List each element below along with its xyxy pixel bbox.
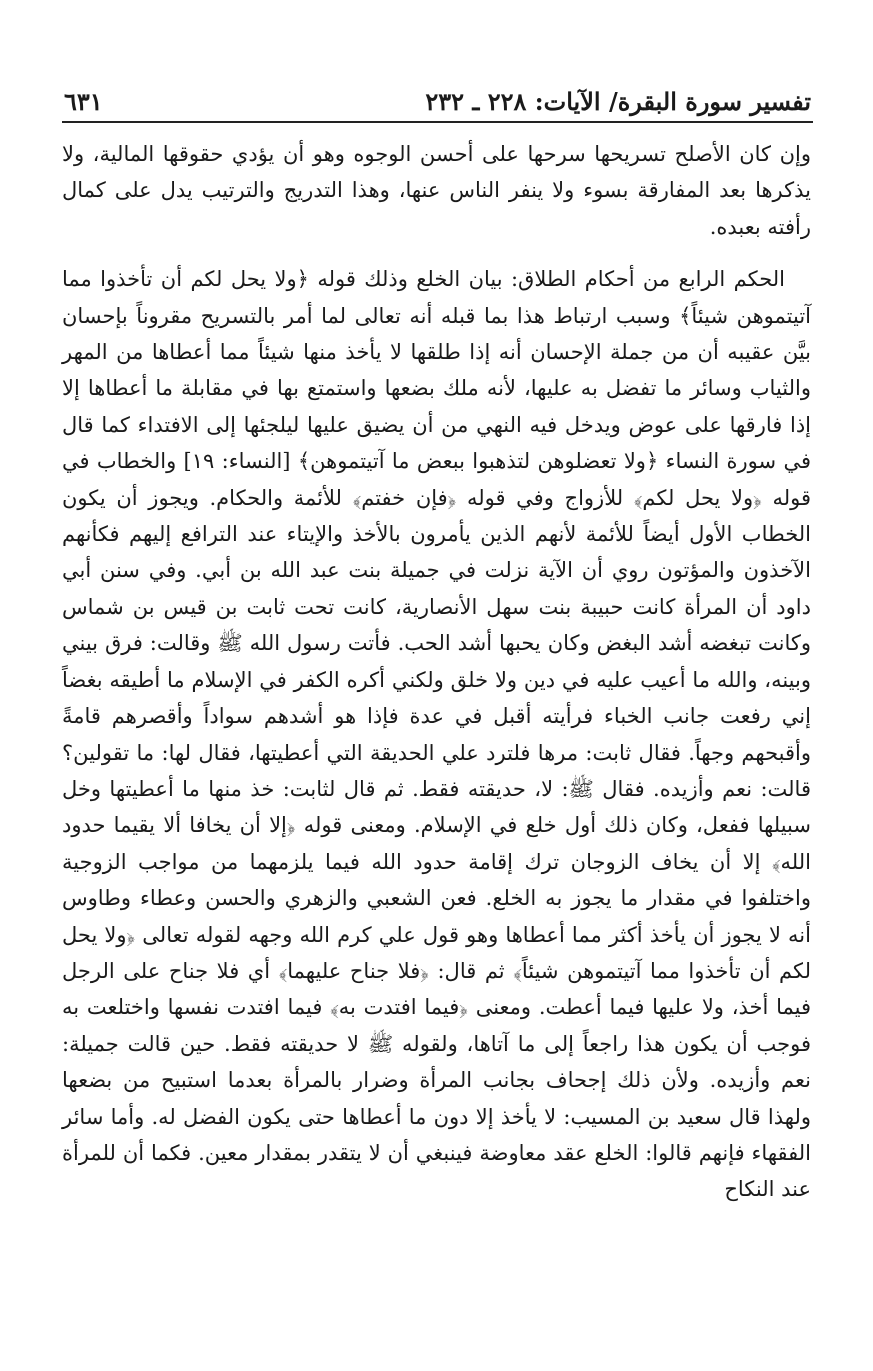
paragraph: وإن كان الأصلح تسريحها سرحها على أحسن الوجوه وهو أن يؤدي حقوقها المالية، ولا يذكرها بعد المفارقة بسوء ولا ينفر الناس عنها، وهذا التدريج والترتيب يدل على كمال رأفته بعبده.: [62, 142, 812, 239]
page-header: [64, 82, 811, 116]
page-body: [62, 136, 811, 1208]
paragraph: الحكم الرابع من أحكام الطلاق: بيان الخلع وذلك قوله ﴿ولا يحل لكم أن تأخذوا مما آتيتموهن شيئاً﴾ وسبب ارتباط هذا بما قبله أنه تعالى لما أمر بالتسريح مقروناً بإحسان بيَّن عقيبه أن من جملة الإحسان أنه إذا طلقها لا يأخذ منها شيئاً مما أعطاها من المهر والثياب وسائر ما تفضل به عليها، لأنه ملك بضعها واستمتع بها في مقابلة ما أعطاها إلا إذا فارقها على عوض ويدخل فيه النهي من أن يضيق عليها ليلجئها إلى الافتداء كما قال في سورة النساء ﴿ولا تعضلوهن لتذهبوا ببعض ما آتيتموهن﴾ [النساء: ١٩] والخطاب في قوله ﴿ولا يحل لكم﴾ للأزواج وفي قوله ﴿فإن خفتم﴾ للأئمة والحكام. ويجوز أن يكون الخطاب الأول أيضاً للأئمة لأنهم الذين يأمرون بالأخذ والإيتاء عند الترافع إليهم فكأنهم الآخذون والمؤتون روي أن الآية نزلت في جميلة بنت عبد الله بن أبي. وفي سنن أبي داود أن المرأة كانت حبيبة بنت سهل الأنصارية، كانت تحت ثابت بن قيس بن شماس وكانت تبغضه أشد البغض وكان يحبها أشد الحب. فأتت رسول الله ﷺ وقالت: فرق بيني وبينه، والله ما أعيب عليه في دين ولا خلق ولكني أكره الكفر في الإسلام ما أطيقه بغضاً إني رفعت جانب الخباء فرأيته أقبل في عدة فإذا هو أشدهم سواداً وأقصرهم قامةً وأقبحهم وجهاً. فقال ثابت: مرها فلترد علي الحديقة التي أعطيتها، فقال لها: ما تقولين؟ قالت: نعم وأزيده. فقال ﷺ: لا، حديقته فقط. ثم قال لثابت: خذ منها ما أعطيتها وخل سبيلها ففعل، وكان ذلك أول خلع في الإسلام. ومعنى قوله ﴿إلا أن يخافا ألا يقيما حدود الله﴾ إلا أن يخاف الزوجان ترك إقامة حدود الله فيما يلزمهما من مواجب الزوجية واختلفوا في مقدار ما يجوز به الخلع. فعن الشعبي والزهري والحسن وعطاء وطاوس أنه لا يجوز أن يأخذ أكثر مما أعطاها وهو قول علي كرم الله وجهه لقوله تعالى ﴿ولا يحل لكم أن تأخذوا مما آتيتموهن شيئاً﴾ ثم قال: ﴿فلا جناح عليهما﴾ أي فلا جناح على الرجل فيما أخذ، ولا عليها فيما أعطت. ومعنى ﴿فيما افتدت به﴾ فيما افتدت نفسها واختلعت به فوجب أن يكون هذا راجعاً إلى ما آتاها، ولقوله ﷺ لا حديقته فقط. حين قالت جميلة: نعم وأزيده. ولأن ذلك إجحاف بجانب المرأة وضرار بالمرأة بعدما استبيح من بضعها ولهذا قال سعيد بن المسيب: لا يأخذ إلا دون ما أعطاها حتى يكون الفضل له. وأما سائر الفقهاء فإنهم قالوا: الخلع عقد معاوضة فينبغي أن لا يتقدر بمقدار معين. فكما أن للمرأة عند النكاح: [62, 267, 812, 1202]
running-title: تفسير سورة البقرة/ الآيات: ٢٢٨ ـ ٢٣٢: [425, 87, 811, 116]
page-number: ٦٣١: [64, 87, 103, 116]
header-rule: [62, 121, 813, 123]
